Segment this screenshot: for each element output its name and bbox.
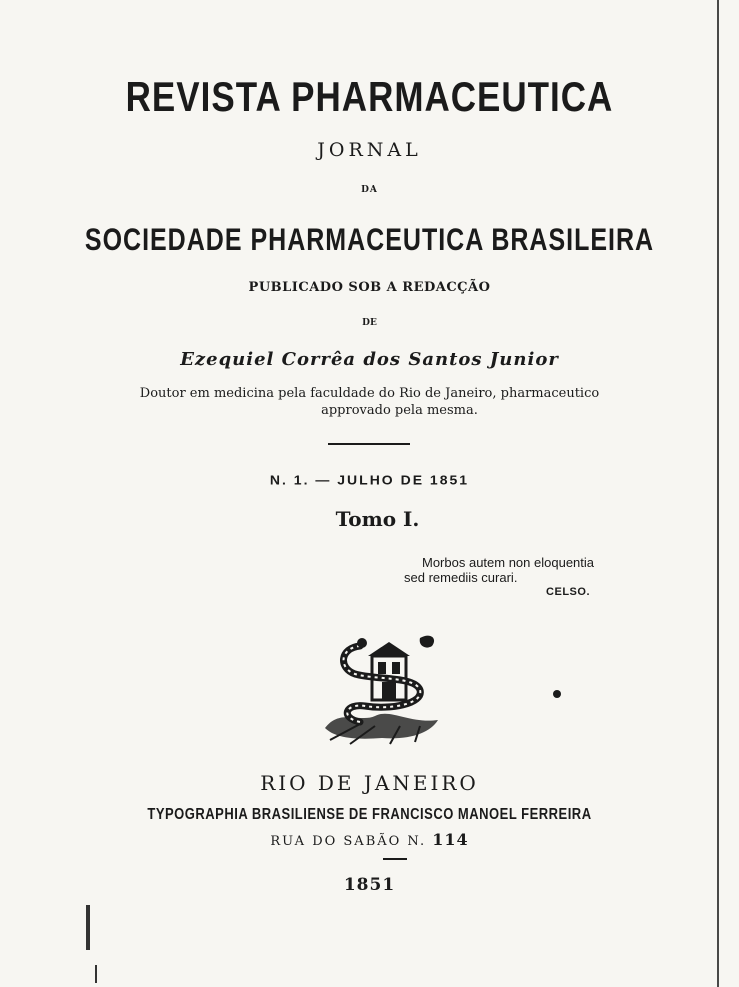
editor-credentials-line2: approvado pela mesma. (321, 403, 478, 418)
serpent-and-apothecary-vignette-icon (320, 628, 445, 746)
society-name: SOCIEDADE PHARMACEUTICA BRASILEIRA (84, 222, 655, 258)
short-rule (383, 858, 407, 860)
connector-da: DA (361, 185, 378, 195)
imprint-printer: TYPOGRAPHIA BRASILIENSE DE FRANCISCO MANOEL FERREIRA (147, 804, 592, 823)
journal-subtitle: JORNAL (317, 139, 422, 161)
journal-title: REVISTA PHARMACEUTICA (125, 74, 614, 121)
divider-rule (328, 443, 410, 445)
epigraph-author: CELSO. (546, 586, 590, 598)
publication-year: 1851 (343, 875, 396, 895)
imprint-street-number: 114 (432, 830, 469, 849)
issue-line: N. 1. — JULHO DE 1851 (269, 472, 470, 488)
editor-name: Ezequiel Corrêa dos Santos Junior (180, 349, 559, 370)
margin-mark (95, 965, 97, 983)
ink-dot (553, 690, 561, 698)
imprint-street: RUA DO SABÃO N. (270, 834, 427, 849)
epigraph-line2: sed remediis curari. (404, 570, 518, 585)
margin-mark (86, 905, 90, 950)
imprint-address (0, 830, 739, 849)
connector-de: DE (362, 318, 377, 328)
epigraph-line1: Morbos autem non eloquentia (422, 555, 595, 570)
volume-label: Tomo I. (335, 507, 420, 531)
imprint-city: RIO DE JANEIRO (260, 771, 479, 795)
editor-credentials-line1: Doutor em medicina pela faculdade do Rio de Janeiro, pharmaceutico (139, 386, 600, 401)
epigraph (404, 555, 604, 600)
publication-note: PUBLICADO SOB A REDACÇÃO (248, 280, 491, 295)
